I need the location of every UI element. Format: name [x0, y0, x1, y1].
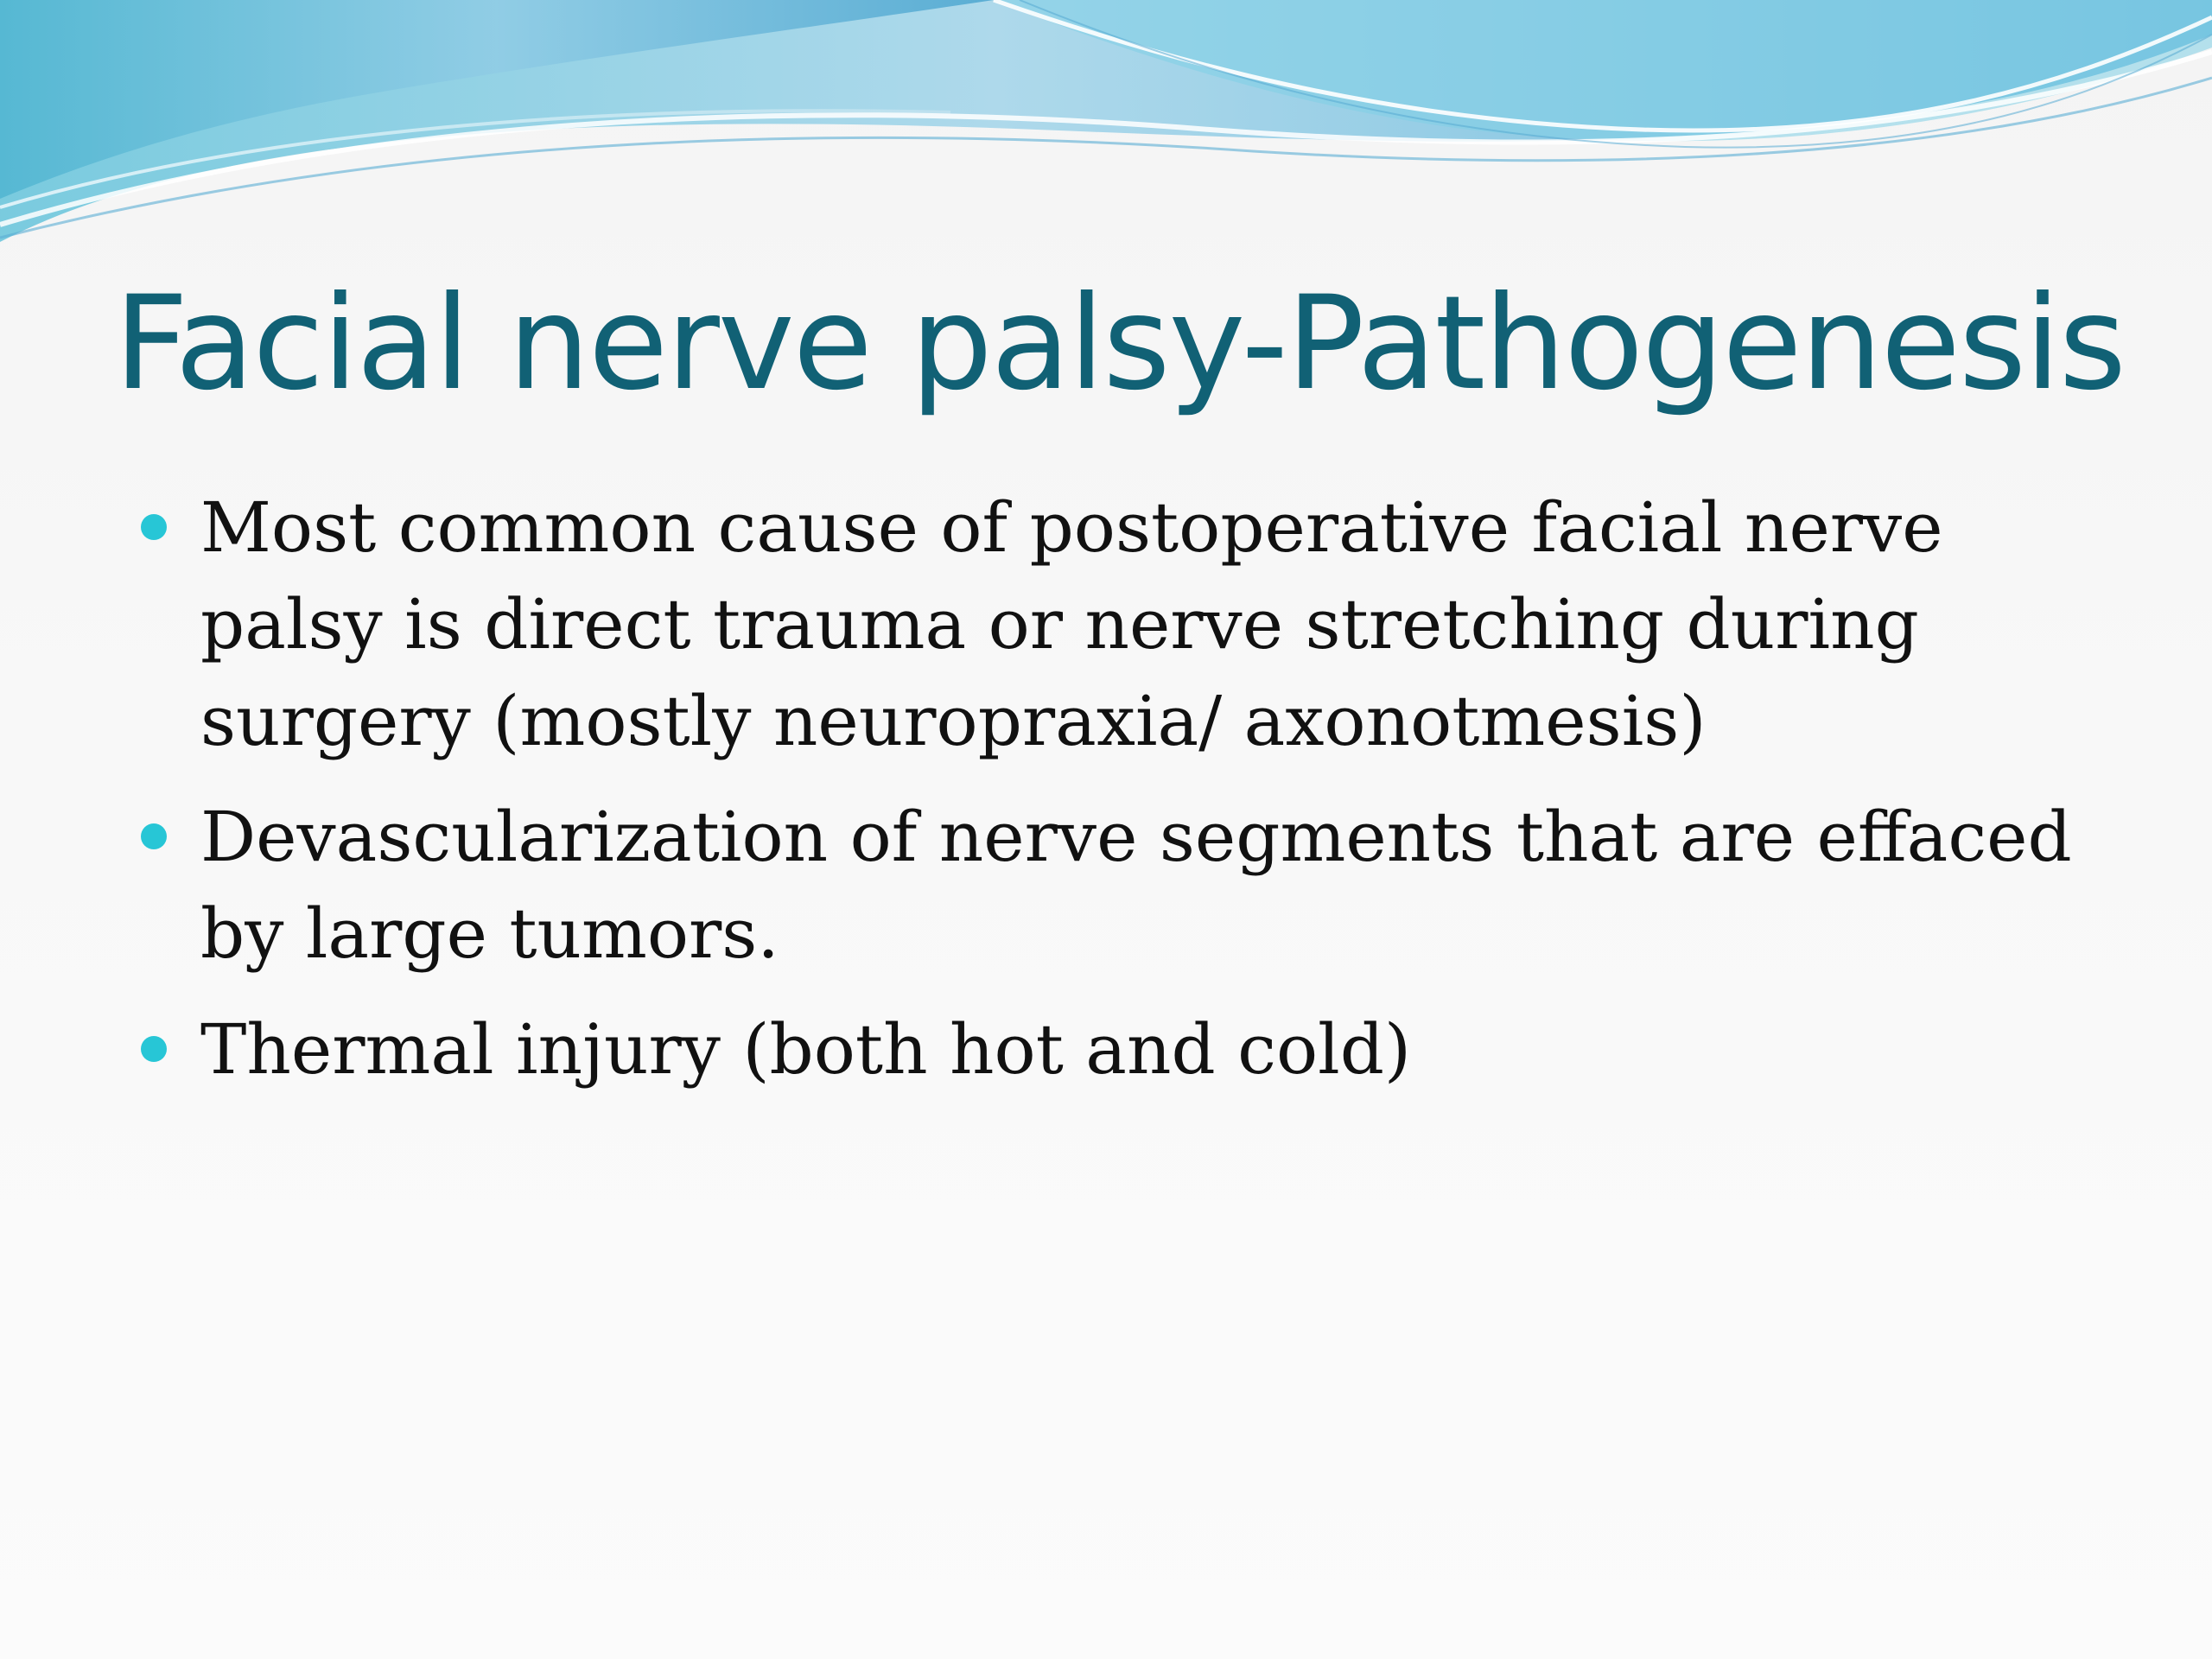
slide-title: Facial nerve palsy-Pathogenesis — [114, 269, 2125, 419]
bullet-text: Devascularization of nerve segments that are effaced by large tumors. — [200, 797, 2072, 974]
bullet-marker-icon — [141, 823, 167, 849]
bullet-marker-icon — [141, 1036, 167, 1062]
bullet-list — [0, 480, 2212, 1117]
bullet-text: Thermal injury (both hot and cold) — [200, 1009, 1412, 1090]
bullet-marker-icon — [141, 514, 167, 540]
bullet-item — [0, 480, 2212, 770]
bullet-item — [0, 789, 2212, 982]
bullet-text: Most common cause of postoperative facial nerve palsy is direct trauma or nerve stretching during surgery (mostly neuropraxia/ axonotmesis) — [200, 487, 1943, 761]
header-wave-decoration — [0, 0, 2212, 259]
bullet-item — [0, 1001, 2212, 1098]
